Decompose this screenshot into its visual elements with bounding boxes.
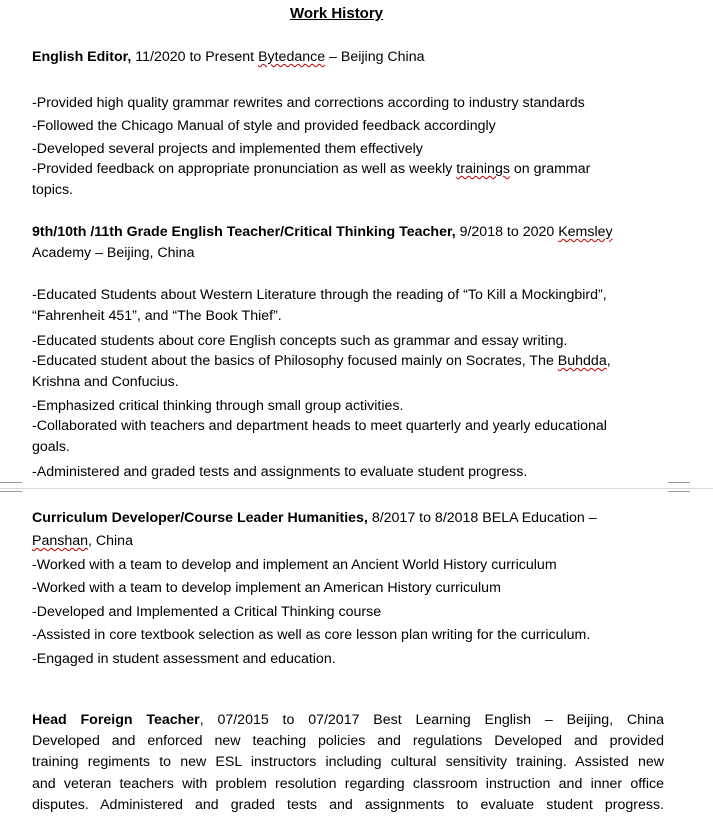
bullet-line: -Developed several projects and implemented them effectively bbox=[32, 141, 423, 157]
bullet-line bbox=[32, 352, 664, 370]
bullet-line: -Educated students about core English concepts such as grammar and essay writing. bbox=[32, 333, 568, 349]
bullet-line: -Developed and Implemented a Critical Thinking course bbox=[32, 604, 382, 620]
job-employer: Bytedance bbox=[258, 49, 326, 65]
bullet-line: -Assisted in core textbook selection as well as core lesson plan writing for the curriculum. bbox=[32, 627, 591, 643]
bullet-line: -Followed the Chicago Manual of style and provided feedback accordingly bbox=[32, 118, 496, 134]
page-break-marker-icon bbox=[668, 482, 690, 492]
bullet-text: , bbox=[606, 353, 611, 369]
job-location: Academy – Beijing, China bbox=[32, 245, 195, 261]
job-location-rest: , China bbox=[88, 533, 133, 549]
paragraph-line: and veteran teachers with problem resolution regarding classroom instruction and inner office bbox=[32, 776, 664, 792]
page-break-marker-icon bbox=[0, 482, 22, 492]
job-dates: 8/2017 to 8/2018 BELA Education – bbox=[367, 510, 597, 526]
bullet-line-continued: goals. bbox=[32, 439, 70, 455]
paragraph-line: disputes. Administered and graded tests and assignments to evaluate student progress. bbox=[32, 797, 664, 813]
job-dates: 9/2018 to 2020 bbox=[455, 224, 559, 240]
paragraph-line: Developed and enforced new teaching policies and regulations Developed and provided bbox=[32, 733, 664, 749]
page-break bbox=[0, 488, 713, 489]
bullet-line: -Worked with a team to develop and implement an Ancient World History curriculum bbox=[32, 557, 557, 573]
job-heading bbox=[32, 509, 664, 527]
job-position: English Editor, bbox=[32, 49, 132, 65]
job-position: 9th/10th /11th Grade English Teacher/Critical Thinking Teacher, bbox=[32, 224, 456, 240]
bullet-line: -Engaged in student assessment and education. bbox=[32, 651, 336, 667]
job-heading bbox=[32, 711, 664, 729]
bullet-line: -Educated Students about Western Literature through the reading of “To Kill a Mockingbird”, bbox=[32, 287, 607, 303]
section-title: Work History bbox=[289, 5, 384, 22]
bullet-text: -Provided feedback on appropriate pronunciation as well as weekly bbox=[32, 161, 457, 177]
bullet-text: -Educated student about the basics of Philosophy focused mainly on Socrates, The bbox=[32, 353, 558, 369]
job-location bbox=[32, 532, 664, 550]
job-employer: Kemsley bbox=[558, 224, 613, 240]
bullet-line-continued: “Fahrenheit 451”, and “The Book Thief”. bbox=[32, 308, 282, 324]
bullet-text-misspelled: Buhdda bbox=[557, 353, 607, 369]
bullet-line: -Emphasized critical thinking through small group activities. bbox=[32, 398, 404, 414]
bullet-line-continued: Krishna and Confucius. bbox=[32, 374, 179, 390]
job-dates: 11/2020 to Present bbox=[131, 49, 259, 65]
job-heading bbox=[32, 48, 664, 66]
job-position: Curriculum Developer/Course Leader Humanities, bbox=[32, 510, 368, 526]
job-dates: , 07/2015 to 07/2017 Best Learning English – Beijing, China bbox=[199, 712, 664, 728]
bullet-line: -Worked with a team to develop implement an American History curriculum bbox=[32, 580, 501, 596]
bullet-text: on grammar bbox=[509, 161, 591, 177]
bullet-text-misspelled: trainings bbox=[456, 161, 510, 177]
bullet-line: -Provided high quality grammar rewrites and corrections according to industry standards bbox=[32, 95, 585, 111]
bullet-line: -Collaborated with teachers and department heads to meet quarterly and yearly educational bbox=[32, 418, 607, 434]
job-heading bbox=[32, 223, 664, 241]
bullet-line bbox=[32, 160, 664, 178]
bullet-line: -Administered and graded tests and assignments to evaluate student progress. bbox=[32, 464, 528, 480]
bullet-line-continued: topics. bbox=[32, 182, 74, 198]
job-position: Head Foreign Teacher bbox=[32, 712, 200, 728]
job-location-misspelled: Panshan bbox=[32, 533, 89, 549]
job-location: – Beijing China bbox=[325, 49, 425, 65]
paragraph-line: training regiments to new ESL instructors including cultural sensitivity training. Assisted new bbox=[32, 754, 664, 770]
